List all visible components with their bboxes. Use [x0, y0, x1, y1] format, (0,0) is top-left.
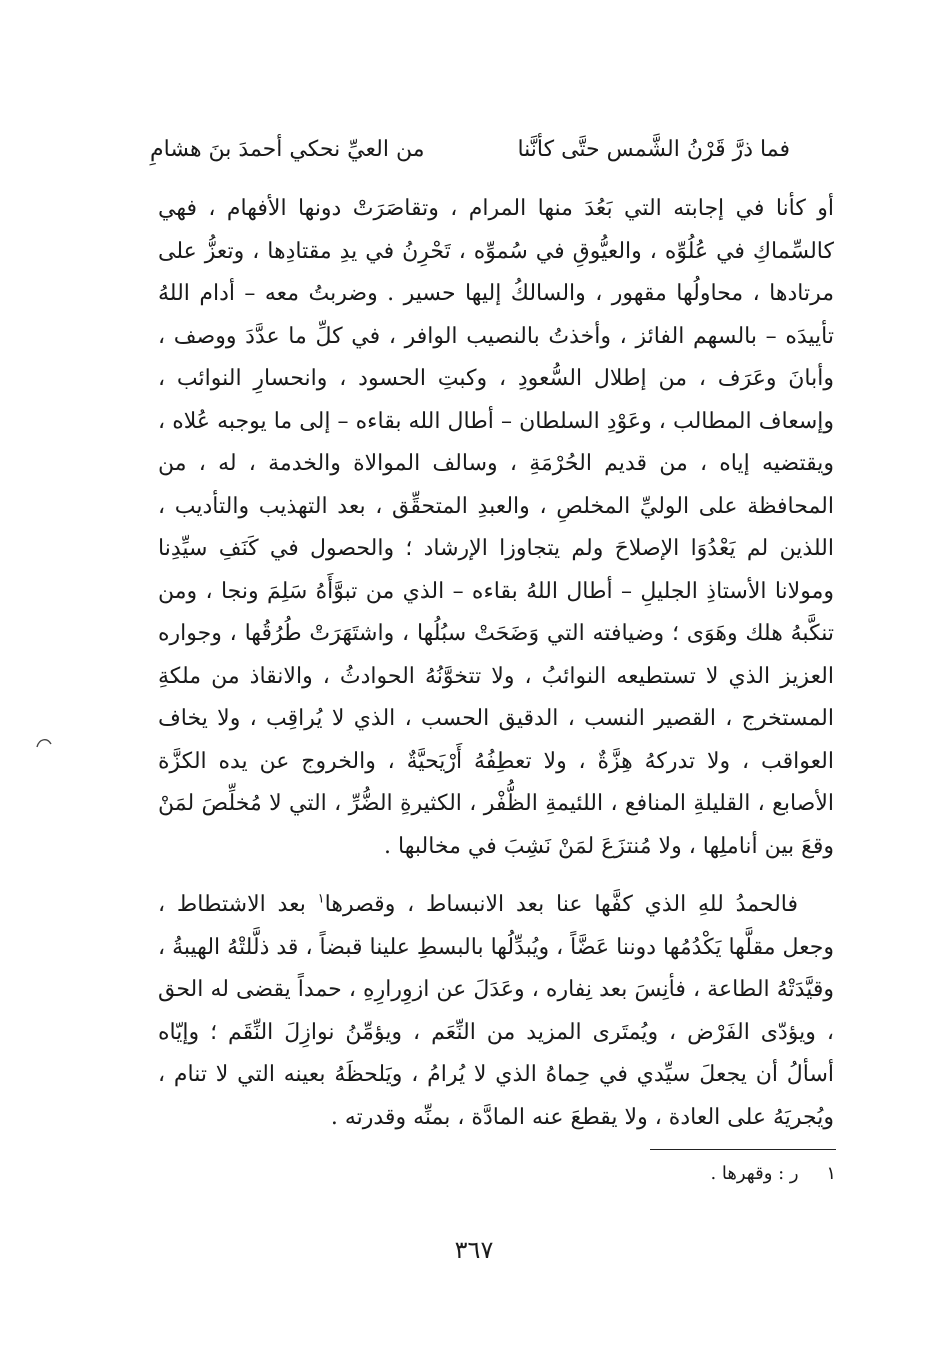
verse-first-hemistich: فما ذرَّ قَرْنُ الشَّمس حتَّى كأنَّنا [517, 137, 790, 162]
verse-line [150, 120, 790, 180]
paragraph-1-text: أو كأنا في إجابته التي بَعُدَ منها المرام ، وتقاصَرَتْ دونها الأفهام ، فهي كالسِّماكِ في عُلُوِّه ، والعيُّوقِ في سُموِّه ، تَحْرِنُ في يدِ مقتادِها ، وتعزُّ على مرتادها ، محاولُها مقهور ، والسالكُ إليها حسير . وضربتُ معه – أدام اللهُ تأييدَه – بالسهم الفائز ، وأخذتُ بالنصيب الوافر ، في كلِّ ما عدَّدَ ووصف ، وأبانَ وعَرَف ، من إطلال السُّعودِ ، وكبتِ الحسود ، وانحسارِ النوائب ، وإسعاف المطالب ، وعَوْدِ السلطان – أطال الله بقاءه – إلى ما يوجبه عُلاه ، ويقتضيه إياه ، من قديم الحُرْمَةِ ، وسالف الموالاة والخدمة ، له ، من المحافظة على الوليِّ المخلصِ ، والعبدِ المتحقِّق ، بعد التهذيب والتأديب ، اللذين لم يَعْدُوَا الإصلاحَ ولم يتجاوزا الإرشاد ؛ والحصول في كَنَفِ سيِّدِنا ومولانا الأستاذِ الجليلِ – أطال اللهُ بقاءه – الذي من تبوَّأَهُ سَلِمَ ونجا ، ومن تنكَّبهُ هلك وهَوَى ؛ وضيافته التي وَضَحَتْ سبُلُها ، واشتَهَرَتْ طُرُقُها ، وجواره العزيز الذي لا تستطيعه النوائبُ ، ولا تتخوَّنُهُ الحوادثُ ، والانقاذ من ملكةِ المستخرج ، القصير النسب ، الدقيق الحسب ، الذي لا يُراقِب ، ولا يخاف العواقب ، ولا تدركهُ هِزَّةٌ ، ولا تعطِفُهُ أَرْيَحيَّةٌ ، والخروج عن يده الكزَّة الأصابع ، القليلةِ المنافع ، اللئيمةِ الظُّفْر ، الكثيرةِ الضُّرِّ ، التي لا مُخلِّصَ لمَنْ وقعَ بين أناملِها ، ولا مُنتزَعَ لمَنْ نَشِبَ في مخالبها . [158, 196, 834, 859]
paragraph-1 [158, 188, 834, 868]
paragraph-2-text-start: فالحمدُ للهِ الذي كفَّها عنا بعد الانبساط ، وقصرها [324, 892, 798, 917]
footnote [436, 1160, 836, 1188]
margin-mark-icon [34, 735, 54, 749]
footnote-text: ر : وقهرها . [710, 1163, 799, 1184]
footnote-divider [650, 1149, 836, 1150]
verse-second-hemistich: من العيِّ نحكي أحمدَ بنَ هشامِ [150, 137, 425, 162]
main-text [158, 188, 834, 1139]
paragraph-2 [158, 884, 834, 1139]
paragraph-2-text-end: بعد الاشتطاط ، وجعل مقلَّها يَكْدُمُها دوننا عَضَّاً ، ويُبدِّلُها بالبسطِ علينا قبضاً ، قد ذلَّلتْهُ الهيبةُ ، وقيَّدَتْهُ الطاعة ، فأنِسَ بعد نِفاره ، وعَدَلَ عن ازوِرارِهِ ، حمداً يقضى له الحق ، ويؤدّى الفَرْض ، ويُمتَرى المزيد من النِّعَم ، ويؤمِّنُ نوازِلَ النِّقَم ؛ وإيّاه أسألُ أن يجعلَ سيِّدي في حِماهُ الذي لا يُرامُ ، ويَلحظَهُ بعينه التي لا تنام ، ويُجريَهُ على العادة ، ولا يقطعَ عنه المادَّة ، بمنِّه وقدرته . [158, 892, 834, 1130]
page-number: ٣٦٧ [454, 1236, 494, 1264]
footnote-number: ١ [826, 1163, 836, 1184]
footnote-reference[interactable]: ١ [317, 891, 325, 907]
